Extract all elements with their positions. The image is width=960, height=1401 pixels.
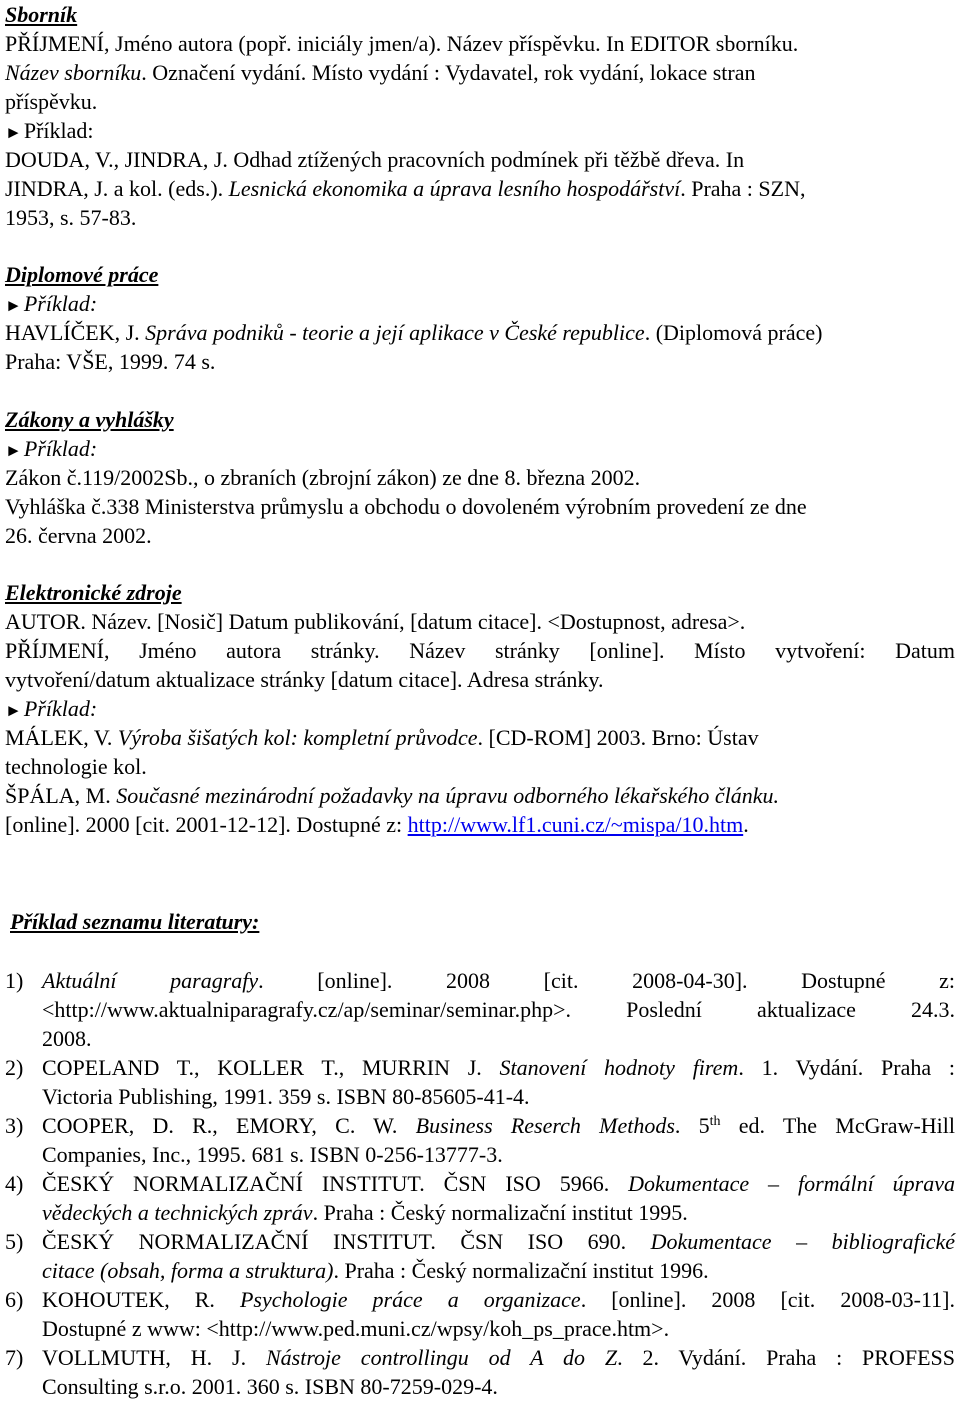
example-line: 1953, s. 57-83. — [5, 205, 137, 230]
example-line: HAVLÍČEK, J. Správa podniků - teorie a její aplikace v České republice. (Diplomová práce) — [5, 320, 823, 345]
item-number: 3) — [5, 1113, 24, 1138]
item-line: ČESKÝ NORMALIZAČNÍ INSTITUT. ČSN ISO 5966. Dokumentace – formální úprava — [42, 1171, 955, 1196]
example-line: Vyhláška č.338 Ministerstva průmyslu a obchodu o dovoleném výrobním provedení ze dne — [5, 494, 807, 519]
item-number: 7) — [5, 1345, 24, 1370]
format-line: Název sborníku. Označení vydání. Místo vydání : Vydavatel, rok vydání, lokace stran — [5, 60, 756, 85]
example-line: DOUDA, V., JINDRA, J. Odhad ztížených pracovních podmínek při těžbě dřeva. In — [5, 147, 745, 172]
example-label: ►Příklad: — [5, 696, 98, 721]
arrow-right-icon: ► — [5, 123, 22, 142]
item-number: 6) — [5, 1287, 24, 1312]
bibliography-heading: Příklad seznamu literatury: — [10, 909, 260, 934]
item-line: VOLLMUTH, H. J. Nástroje controllingu od A do Z. 2. Vydání. Praha : PROFESS — [42, 1345, 955, 1370]
item-number: 4) — [5, 1171, 24, 1196]
format-line: příspěvku. — [5, 89, 98, 114]
example-line: MÁLEK, V. Výroba šišatých kol: kompletní průvodce. [CD-ROM] 2003. Brno: Ústav — [5, 725, 759, 750]
example-line: 26. června 2002. — [5, 523, 152, 548]
format-line: vytvoření/datum aktualizace stránky [datum citace]. Adresa stránky. — [5, 667, 604, 692]
arrow-right-icon: ► — [5, 296, 22, 315]
item-line: Companies, Inc., 1995. 681 s. ISBN 0-256-13777-3. — [42, 1142, 503, 1167]
item-line: Consulting s.r.o. 2001. 360 s. ISBN 80-7259-029-4. — [42, 1374, 498, 1399]
item-line: Dostupné z www: <http://www.ped.muni.cz/wpsy/koh_ps_prace.htm>. — [42, 1316, 670, 1341]
item-line: Aktuální paragrafy. [online]. 2008 [cit. 2008-04-30]. Dostupné z: — [42, 968, 955, 993]
example-line: technologie kol. — [5, 754, 147, 779]
section-heading-elektronicke-zdroje: Elektronické zdroje — [5, 580, 182, 605]
section-heading-zakony: Zákony a vyhlášky — [5, 407, 174, 432]
item-number: 1) — [5, 968, 24, 993]
example-line: JINDRA, J. a kol. (eds.). Lesnická ekonomika a úprava lesního hospodářství. Praha : SZN, — [5, 176, 806, 201]
item-number: 2) — [5, 1055, 24, 1080]
example-label: ►Příklad: — [5, 118, 94, 143]
format-line: AUTOR. Název. [Nosič] Datum publikování, [datum citace]. <Dostupnost, adresa>. — [5, 609, 746, 634]
item-line: Victoria Publishing, 1991. 359 s. ISBN 80-85605-41-4. — [42, 1084, 530, 1109]
format-line: PŘÍJMENÍ, Jméno autora stránky. Název stránky [online]. Místo vytvoření: Datum — [5, 638, 955, 663]
section-heading-diplomove-prace: Diplomové práce — [5, 262, 159, 287]
item-line: vědeckých a technických zpráv. Praha : Český normalizační institut 1995. — [42, 1200, 688, 1225]
item-line: COPELAND T., KOLLER T., MURRIN J. Stanovení hodnoty firem. 1. Vydání. Praha : — [42, 1055, 955, 1080]
example-line: ŠPÁLA, M. Současné mezinárodní požadavky na úpravu odborného lékařského článku. — [5, 783, 779, 808]
example-line: Zákon č.119/2002Sb., o zbraních (zbrojní zákon) ze dne 8. března 2002. — [5, 465, 641, 490]
item-number: 5) — [5, 1229, 24, 1254]
example-line: Praha: VŠE, 1999. 74 s. — [5, 349, 216, 374]
item-line: ČESKÝ NORMALIZAČNÍ INSTITUT. ČSN ISO 690. Dokumentace – bibliografické — [42, 1229, 955, 1254]
format-line: PŘÍJMENÍ, Jméno autora (popř. iniciály jmen/a). Název příspěvku. In EDITOR sborníku. — [5, 31, 799, 56]
item-line: citace (obsah, forma a struktura). Praha : Český normalizační institut 1996. — [42, 1258, 709, 1283]
arrow-right-icon: ► — [5, 441, 22, 460]
example-line: [online]. 2000 [cit. 2001-12-12]. Dostupné z: http://www.lf1.cuni.cz/~mispa/10.htm. — [5, 812, 749, 837]
section-heading-sbornik: Sborník — [5, 2, 78, 27]
example-label: ►Příklad: — [5, 436, 98, 461]
item-line: KOHOUTEK, R. Psychologie práce a organizace. [online]. 2008 [cit. 2008-03-11]. — [42, 1287, 955, 1312]
example-label: ►Příklad: — [5, 291, 98, 316]
url-link[interactable]: http://www.lf1.cuni.cz/~mispa/10.htm — [407, 812, 744, 837]
item-line: COOPER, D. R., EMORY, C. W. Business Reserch Methods. 5th ed. The McGraw-Hill — [42, 1113, 956, 1138]
item-line: 2008. — [42, 1026, 92, 1051]
arrow-right-icon: ► — [5, 701, 22, 720]
item-line: <http://www.aktualniparagrafy.cz/ap/seminar/seminar.php>. Poslední aktualizace 24.3. — [42, 997, 955, 1022]
